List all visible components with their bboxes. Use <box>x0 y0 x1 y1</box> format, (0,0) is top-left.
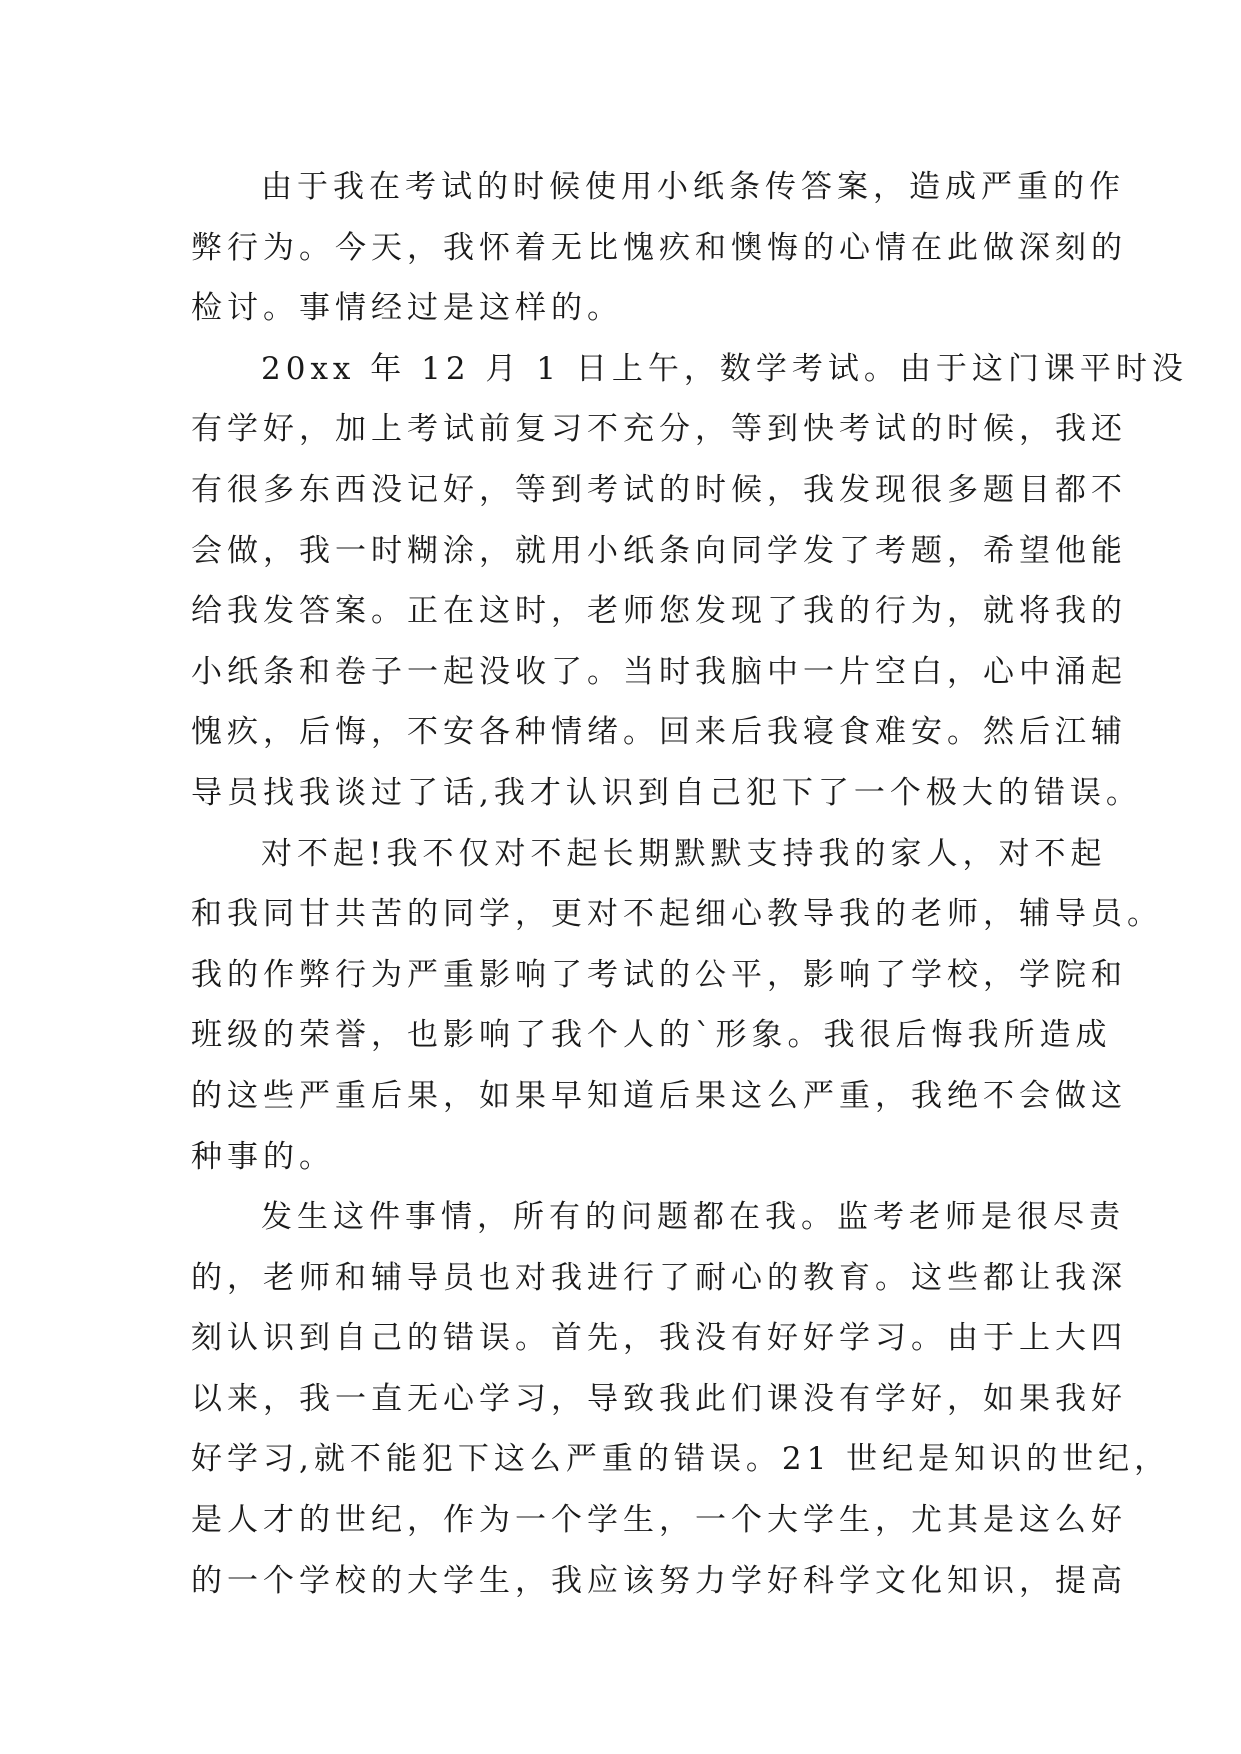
text-line: 给我发答案。正在这时，老师您发现了我的行为，就将我的 <box>191 593 1127 630</box>
paragraph-4 <box>191 1187 1171 1611</box>
text-line: 的这些严重后果，如果早知道后果这么严重，我绝不会做这 <box>191 1077 1127 1114</box>
text-line: 由于我在考试的时候使用小纸条传答案，造成严重的作 <box>261 169 1125 205</box>
text-line: 的，老师和辅导员也对我进行了耐心的教育。这些都让我深 <box>191 1259 1127 1296</box>
text-line: 对不起!我不仅对不起长期默默支持我的家人，对不起 <box>261 835 1107 872</box>
paragraph-1 <box>191 157 1127 339</box>
text-line: 刻认识到自己的错误。首先，我没有好好学习。由于上大四 <box>191 1320 1127 1357</box>
text-line: 种事的。 <box>191 1138 335 1175</box>
text-line: 20xx 年 12 月 1 日上午，数学考试。由于这门课平时没 <box>261 350 1188 387</box>
paragraph-2 <box>191 339 1188 824</box>
text-line: 弊行为。今天，我怀着无比愧疚和懊悔的心情在此做深刻的 <box>191 229 1127 266</box>
text-line: 检讨。事情经过是这样的。 <box>191 290 623 327</box>
text-line: 有很多东西没记好，等到考试的时候，我发现很多题目都不 <box>191 471 1127 508</box>
text-line: 以来，我一直无心学习，导致我此们课没有学好，如果我好 <box>191 1380 1127 1417</box>
text-line: 好学习,就不能犯下这么严重的错误。21 世纪是知识的世纪， <box>191 1441 1171 1478</box>
text-line: 愧疚，后悔，不安各种情绪。回来后我寝食难安。然后江辅 <box>191 714 1127 751</box>
text-line: 会做，我一时糊涂，就用小纸条向同学发了考题，希望他能 <box>191 532 1127 569</box>
text-line: 的一个学校的大学生，我应该努力学好科学文化知识，提高 <box>191 1562 1127 1599</box>
text-line: 和我同甘共苦的同学，更对不起细心教导我的老师，辅导员。 <box>191 896 1163 933</box>
text-line: 小纸条和卷子一起没收了。当时我脑中一片空白，心中涌起 <box>191 653 1127 690</box>
text-line: 班级的荣誉，也影响了我个人的`形象。我很后悔我所造成 <box>191 1017 1112 1054</box>
text-line: 导员找我谈过了话,我才认识到自己犯下了一个极大的错误。 <box>191 774 1142 811</box>
paragraph-3 <box>191 824 1163 1188</box>
text-line: 是人才的世纪，作为一个学生，一个大学生，尤其是这么好 <box>191 1502 1127 1539</box>
text-line: 发生这件事情，所有的问题都在我。监考老师是很尽责 <box>261 1199 1125 1236</box>
document-body <box>191 157 1188 1611</box>
text-line: 有学好，加上考试前复习不充分，等到快考试的时候，我还 <box>191 411 1127 448</box>
text-line: 我的作弊行为严重影响了考试的公平，影响了学校，学院和 <box>191 956 1127 993</box>
